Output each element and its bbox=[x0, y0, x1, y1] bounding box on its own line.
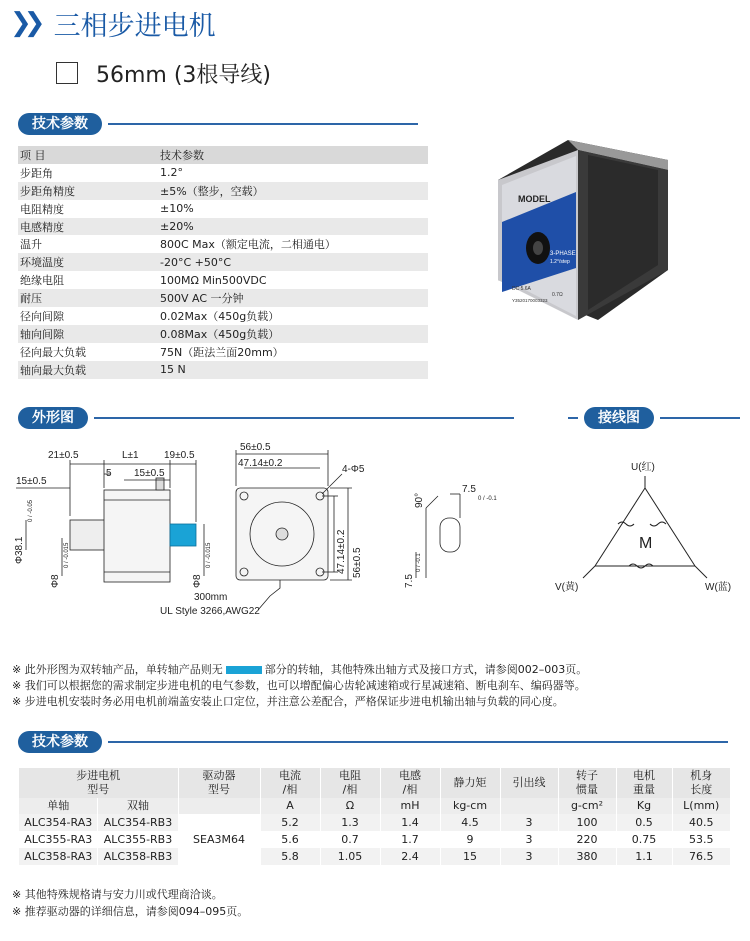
section-spec bbox=[18, 112, 418, 136]
col-length: 机身 长度 bbox=[672, 768, 730, 798]
spec-value: 800C Max（额定电流，二相通电） bbox=[158, 235, 428, 253]
spec-key: 环境温度 bbox=[18, 253, 158, 271]
spec-value: ±20% bbox=[158, 218, 428, 236]
double-chevron-icon: ❯❯ bbox=[10, 8, 38, 38]
cell-single: ALC354-RA3 bbox=[19, 814, 98, 831]
dim-phi8-right: Φ8 bbox=[192, 574, 203, 588]
col-leads: 引出线 bbox=[500, 768, 558, 798]
dim-5: 5 bbox=[106, 468, 112, 479]
spec-row bbox=[18, 343, 428, 361]
motor-rating-text: DC 5.6A bbox=[512, 286, 531, 292]
wire-v-label: V(黄) bbox=[555, 582, 579, 592]
notes-bottom bbox=[12, 886, 248, 920]
cell-double: ALC354-RB3 bbox=[98, 814, 178, 831]
cell-current: 5.8 bbox=[260, 848, 320, 865]
spec-key: 径向最大负载 bbox=[18, 343, 158, 361]
spec-row bbox=[18, 253, 428, 271]
motor-ohm-text: 0.7Ω bbox=[552, 292, 563, 298]
table-row bbox=[19, 814, 731, 831]
table-row bbox=[19, 831, 731, 848]
dim-7-5-vert-tol: 0 / -0.1 bbox=[416, 553, 422, 572]
col-current: 电流 /相 bbox=[260, 768, 320, 798]
dim-phi8-right-tol: 0 / -0.015 bbox=[206, 542, 212, 568]
unit-single: 单轴 bbox=[19, 798, 98, 814]
section-divider bbox=[660, 417, 740, 419]
section-outline bbox=[18, 406, 514, 430]
note-line: ※ 步进电机安装时务必用电机前端盖安装止口定位，并注意公差配合，严格保证步进电机输出轴与负载的同心度。 bbox=[12, 695, 564, 708]
page-title: 三相步进电机 bbox=[53, 10, 216, 42]
spec-key: 步距角精度 bbox=[18, 182, 158, 200]
spec-row bbox=[18, 361, 428, 379]
dim-phi8-left: Φ8 bbox=[50, 574, 61, 588]
spec-value: 技术参数 bbox=[158, 146, 428, 164]
spec-row bbox=[18, 182, 428, 200]
spec-value: 1.2° bbox=[158, 164, 428, 182]
spec-value: 15 N bbox=[158, 361, 428, 379]
cell-single: ALC358-RA3 bbox=[19, 848, 98, 865]
section-tech bbox=[18, 730, 728, 754]
spec-value: ±10% bbox=[158, 200, 428, 218]
dim-47-vert: 47.14±0.2 bbox=[336, 529, 347, 574]
motor-phase-text: 3-PHASE bbox=[550, 251, 576, 257]
note-line: ※ 推荐驱动器的详细信息，请参阅094–095页。 bbox=[12, 905, 249, 918]
motor-step-text: 1.2°/step bbox=[550, 259, 570, 265]
spec-key: 电感精度 bbox=[18, 218, 158, 236]
unit-current: A bbox=[260, 798, 320, 814]
spec-row bbox=[18, 235, 428, 253]
cell-ind: 1.7 bbox=[380, 831, 440, 848]
blue-shaft-swatch bbox=[226, 666, 262, 674]
motor-symbol: M bbox=[639, 535, 653, 552]
section-wiring bbox=[568, 406, 740, 430]
wire-w-label: W(蓝) bbox=[705, 582, 732, 592]
cell-single: ALC355-RA3 bbox=[19, 831, 98, 848]
note-line bbox=[12, 662, 587, 678]
dim-7-5-top-tol: 0 / -0.1 bbox=[478, 496, 497, 502]
section-pill: 技术参数 bbox=[18, 731, 102, 753]
col-weight: 电机 重量 bbox=[616, 768, 672, 798]
wiring-diagram bbox=[555, 452, 740, 592]
cell-ind: 2.4 bbox=[380, 848, 440, 865]
spec-value: ±5%（整步，空载） bbox=[158, 182, 428, 200]
page-header bbox=[10, 6, 216, 40]
spec-value: 0.08Max（450g负载） bbox=[158, 325, 428, 343]
dim-7-5-top: 7.5 bbox=[462, 484, 476, 495]
unit-resistance: Ω bbox=[320, 798, 380, 814]
col-model: 步进电机 型号 bbox=[19, 768, 179, 798]
motor-serial-text: Y3520170003323 bbox=[512, 298, 548, 303]
unit-torque: kg-cm bbox=[440, 798, 500, 814]
dim-47-top: 47.14±0.2 bbox=[238, 458, 283, 469]
note-line: ※ 其他特殊规格请与安力川或代理商洽谈。 bbox=[12, 888, 223, 901]
cell-weight: 1.1 bbox=[616, 848, 672, 865]
spec-row bbox=[18, 218, 428, 236]
cell-double: ALC355-RB3 bbox=[98, 831, 178, 848]
spec-row bbox=[18, 325, 428, 343]
wire-u-label: U(红) bbox=[631, 462, 655, 473]
spec-row bbox=[18, 307, 428, 325]
unit-leads bbox=[500, 798, 558, 814]
cell-torque: 15 bbox=[440, 848, 500, 865]
col-inductance: 电感 /相 bbox=[380, 768, 440, 798]
cell-leads: 3 bbox=[500, 848, 558, 865]
checkbox-square-icon bbox=[56, 62, 78, 84]
cell-res: 1.3 bbox=[320, 814, 380, 831]
dim-4phi5: 4-Φ5 bbox=[342, 464, 365, 475]
section-divider bbox=[108, 741, 728, 743]
spec-row bbox=[18, 146, 428, 164]
spec-row bbox=[18, 200, 428, 218]
dim-phi8-left-tol: 0 / -0.015 bbox=[64, 542, 70, 568]
spec-value: 0.02Max（450g负载） bbox=[158, 307, 428, 325]
cell-leads: 3 bbox=[500, 831, 558, 848]
cell-torque: 4.5 bbox=[440, 814, 500, 831]
unit-weight: Kg bbox=[616, 798, 672, 814]
spec-value: 100MΩ Min500VDC bbox=[158, 271, 428, 289]
spec-key: 步距角 bbox=[18, 164, 158, 182]
dim-L: L±1 bbox=[122, 450, 139, 461]
dim-90deg: 90° bbox=[414, 492, 425, 508]
section-pill: 接线图 bbox=[584, 407, 654, 429]
dim-phi38: Φ38.1 bbox=[14, 536, 25, 564]
col-driver: 驱动器 型号 bbox=[178, 768, 260, 798]
spec-value: -20°C +50°C bbox=[158, 253, 428, 271]
dim-19: 19±0.5 bbox=[164, 450, 195, 461]
spec-row bbox=[18, 271, 428, 289]
cell-double: ALC358-RB3 bbox=[98, 848, 178, 865]
motor-size-label: 56mm (3根导线) bbox=[96, 62, 272, 88]
section-pill: 外形图 bbox=[18, 407, 88, 429]
spec-key: 耐压 bbox=[18, 289, 158, 307]
dim-7-5-vert: 7.5 bbox=[404, 574, 415, 588]
cell-weight: 0.5 bbox=[616, 814, 672, 831]
col-inertia: 转子 惯量 bbox=[558, 768, 616, 798]
driver-cell: SEA3M64 bbox=[178, 814, 260, 865]
note-line: ※ 我们可以根据您的需求制定步进电机的电气参数，也可以增配偏心齿轮减速箱或行星减速箱、断电刹车、编码器等。 bbox=[12, 679, 586, 692]
spec-table bbox=[18, 146, 428, 379]
spec-row bbox=[18, 164, 428, 182]
cell-weight: 0.75 bbox=[616, 831, 672, 848]
note-text: 部分的转轴，其他特殊出轴方式及接口方式，请参阅002–003页。 bbox=[264, 663, 588, 676]
section-pill: 技术参数 bbox=[18, 113, 102, 135]
unit-driver bbox=[178, 798, 260, 814]
cell-current: 5.6 bbox=[260, 831, 320, 848]
unit-double: 双轴 bbox=[98, 798, 178, 814]
unit-inductance: mH bbox=[380, 798, 440, 814]
col-resistance: 电阻 /相 bbox=[320, 768, 380, 798]
motor-image bbox=[468, 130, 688, 340]
section-divider bbox=[94, 417, 514, 419]
dim-15-top: 15±0.5 bbox=[134, 468, 165, 479]
note-text: ※ 此外形图为双转轴产品，单转轴产品则无 bbox=[12, 663, 223, 676]
section-divider bbox=[568, 417, 578, 419]
spec-row bbox=[18, 289, 428, 307]
col-torque: 静力矩 bbox=[440, 768, 500, 798]
dim-56-vert: 56±0.5 bbox=[352, 547, 363, 578]
cell-inertia: 380 bbox=[558, 848, 616, 865]
cell-inertia: 100 bbox=[558, 814, 616, 831]
outline-drawing bbox=[8, 438, 508, 648]
cell-leads: 3 bbox=[500, 814, 558, 831]
table-row bbox=[19, 848, 731, 865]
subheader bbox=[56, 58, 271, 88]
motor-model-text: MODEL bbox=[518, 194, 551, 204]
cell-torque: 9 bbox=[440, 831, 500, 848]
spec-key: 项 目 bbox=[18, 146, 158, 164]
spec-value: 75N（距法兰面20mm） bbox=[158, 343, 428, 361]
unit-length: L(mm) bbox=[672, 798, 730, 814]
spec-key: 温升 bbox=[18, 235, 158, 253]
cable-spec: UL Style 3266,AWG22 bbox=[160, 606, 260, 617]
spec-key: 轴向最大负载 bbox=[18, 361, 158, 379]
dim-56-top: 56±0.5 bbox=[240, 442, 271, 453]
cell-len: 76.5 bbox=[672, 848, 730, 865]
cell-len: 53.5 bbox=[672, 831, 730, 848]
dim-15-left: 15±0.5 bbox=[16, 476, 47, 487]
spec-key: 轴向间隙 bbox=[18, 325, 158, 343]
spec-key: 径向间隙 bbox=[18, 307, 158, 325]
unit-inertia: g-cm² bbox=[558, 798, 616, 814]
cell-ind: 1.4 bbox=[380, 814, 440, 831]
cell-res: 0.7 bbox=[320, 831, 380, 848]
section-divider bbox=[108, 123, 418, 125]
spec-key: 绝缘电阻 bbox=[18, 271, 158, 289]
spec-value: 500V AC 一分钟 bbox=[158, 289, 428, 307]
cell-res: 1.05 bbox=[320, 848, 380, 865]
cable-length: 300mm bbox=[194, 592, 228, 603]
dim-21: 21±0.5 bbox=[48, 450, 79, 461]
dim-phi38-tol: 0 / -0.05 bbox=[28, 499, 34, 522]
cell-len: 40.5 bbox=[672, 814, 730, 831]
tech-table bbox=[18, 768, 730, 865]
notes-block bbox=[12, 662, 587, 710]
cell-inertia: 220 bbox=[558, 831, 616, 848]
spec-key: 电阻精度 bbox=[18, 200, 158, 218]
cell-current: 5.2 bbox=[260, 814, 320, 831]
